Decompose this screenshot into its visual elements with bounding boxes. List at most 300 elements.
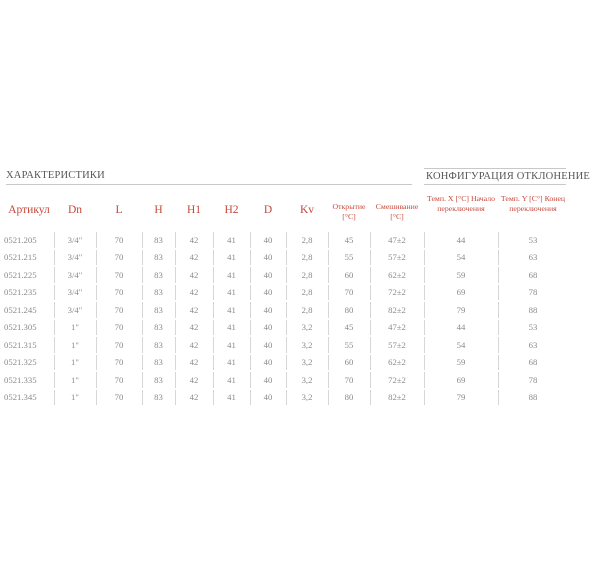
cell-text: 53 (528, 234, 538, 245)
cell-text: 40 (263, 374, 273, 385)
cell-kv (286, 336, 328, 354)
column-separator (286, 320, 287, 336)
cell-l (96, 371, 142, 389)
col-header-mixing: Смешивание [°C] (375, 202, 419, 221)
cell-text: 69 (456, 374, 466, 385)
col-header-h1: H1 (186, 204, 202, 216)
cell-l (96, 354, 142, 372)
cell-h1 (175, 371, 213, 389)
cell-article (4, 249, 54, 267)
cell-article (4, 389, 54, 407)
cell-text: 41 (227, 339, 236, 350)
column-separator (175, 372, 176, 388)
column-separator (96, 320, 97, 336)
cell-text: 55 (344, 252, 354, 263)
cell-mixing (370, 284, 424, 302)
title-divider-top-right (424, 168, 566, 169)
cell-text: 41 (227, 252, 236, 263)
cell-mixing (370, 231, 424, 249)
cell-d (250, 249, 286, 267)
cell-text: 88 (528, 392, 538, 403)
column-separator (175, 285, 176, 301)
cell-h (142, 231, 175, 249)
cell-mixing (370, 371, 424, 389)
cell-h1 (175, 301, 213, 319)
column-separator (54, 232, 55, 248)
cell-h1 (175, 284, 213, 302)
column-separator (54, 302, 55, 318)
cell-h2 (213, 336, 250, 354)
cell-text: 41 (227, 234, 236, 245)
cell-temp-x (424, 319, 498, 337)
cell-temp-x (424, 266, 498, 284)
col-header-temp-y: Темп. Y [C°] Конец переключения (500, 194, 566, 213)
column-separator (328, 250, 329, 266)
column-separator (328, 337, 329, 353)
cell-text: 42 (189, 374, 199, 385)
cell-article (4, 301, 54, 319)
cell-text: 45 (344, 234, 354, 245)
column-separator (250, 302, 251, 318)
configuration-title: КОНФИГУРАЦИЯ ОТКЛОНЕНИЕ (426, 171, 590, 182)
column-separator (250, 355, 251, 371)
column-separator (498, 250, 499, 266)
cell-h2 (213, 389, 250, 407)
title-divider-left (6, 184, 412, 185)
cell-opening (328, 266, 370, 284)
cell-h (142, 354, 175, 372)
column-separator (286, 390, 287, 406)
cell-text: 41 (227, 357, 236, 368)
cell-l (96, 284, 142, 302)
cell-temp-x (424, 301, 498, 319)
cell-text: 54 (456, 339, 466, 350)
cell-dn (54, 249, 96, 267)
cell-temp-y (498, 266, 568, 284)
cell-text: 78 (528, 374, 538, 385)
cell-text: 57±2 (388, 252, 406, 263)
cell-text: 0521.205 (4, 234, 37, 245)
column-separator (175, 390, 176, 406)
cell-text: 83 (154, 392, 163, 403)
column-separator (213, 337, 214, 353)
column-separator (424, 250, 425, 266)
spec-table-body (4, 231, 568, 406)
cell-text: 44 (456, 322, 466, 333)
cell-d (250, 336, 286, 354)
cell-kv (286, 354, 328, 372)
cell-opening (328, 336, 370, 354)
cell-opening (328, 249, 370, 267)
column-separator (96, 250, 97, 266)
cell-text: 45 (344, 322, 354, 333)
column-separator (142, 302, 143, 318)
cell-h1 (175, 231, 213, 249)
cell-text: 40 (263, 252, 273, 263)
table-row (4, 319, 568, 337)
cell-kv (286, 231, 328, 249)
cell-text: 83 (154, 357, 163, 368)
column-separator (250, 232, 251, 248)
cell-text: 70 (114, 304, 124, 315)
column-separator (286, 250, 287, 266)
cell-text: 60 (344, 269, 354, 280)
cell-text: 59 (456, 269, 466, 280)
cell-text: 47±2 (388, 322, 406, 333)
table-row (4, 301, 568, 319)
column-separator (250, 267, 251, 283)
column-separator (96, 302, 97, 318)
cell-kv (286, 284, 328, 302)
column-separator (498, 302, 499, 318)
column-separator (96, 337, 97, 353)
cell-text: 1" (71, 374, 79, 385)
cell-kv (286, 371, 328, 389)
column-separator (370, 302, 371, 318)
cell-text: 70 (114, 339, 124, 350)
cell-dn (54, 231, 96, 249)
cell-text: 0521.225 (4, 269, 37, 280)
col-header-h: H (154, 204, 163, 216)
column-separator (142, 390, 143, 406)
col-header-dn: Dn (67, 204, 83, 216)
cell-h2 (213, 284, 250, 302)
column-separator (424, 302, 425, 318)
cell-text: 41 (227, 287, 236, 298)
cell-d (250, 319, 286, 337)
cell-temp-x (424, 249, 498, 267)
column-separator (370, 250, 371, 266)
cell-text: 2,8 (301, 304, 313, 315)
cell-text: 41 (227, 392, 236, 403)
cell-text: 1" (71, 339, 79, 350)
column-separator (424, 285, 425, 301)
cell-text: 3/4" (67, 287, 83, 298)
cell-dn (54, 371, 96, 389)
cell-text: 55 (344, 339, 354, 350)
column-separator (142, 232, 143, 248)
column-separator (424, 337, 425, 353)
col-header-l: L (115, 204, 123, 216)
column-separator (370, 285, 371, 301)
cell-opening (328, 301, 370, 319)
cell-article (4, 266, 54, 284)
column-separator (328, 302, 329, 318)
cell-text: 1" (71, 322, 79, 333)
cell-h1 (175, 336, 213, 354)
cell-text: 68 (528, 269, 538, 280)
cell-text: 72±2 (388, 374, 406, 385)
cell-temp-x (424, 336, 498, 354)
cell-h (142, 371, 175, 389)
cell-text: 40 (263, 287, 273, 298)
cell-text: 2,8 (301, 287, 313, 298)
cell-text: 0521.345 (4, 392, 37, 403)
cell-text: 57±2 (388, 339, 406, 350)
cell-text: 3/4" (67, 304, 83, 315)
table-row (4, 389, 568, 407)
column-separator (175, 302, 176, 318)
column-separator (54, 372, 55, 388)
table-row (4, 336, 568, 354)
cell-h2 (213, 266, 250, 284)
cell-temp-x (424, 354, 498, 372)
title-divider-right (424, 184, 566, 185)
cell-l (96, 319, 142, 337)
column-separator (498, 390, 499, 406)
column-separator (213, 390, 214, 406)
cell-text: 68 (528, 357, 538, 368)
column-separator (142, 267, 143, 283)
cell-temp-y (498, 231, 568, 249)
cell-text: 70 (114, 252, 124, 263)
cell-h2 (213, 371, 250, 389)
column-separator (370, 320, 371, 336)
cell-opening (328, 389, 370, 407)
column-separator (213, 267, 214, 283)
cell-h (142, 319, 175, 337)
cell-temp-y (498, 319, 568, 337)
cell-temp-y (498, 336, 568, 354)
cell-text: 70 (114, 287, 124, 298)
cell-dn (54, 284, 96, 302)
cell-text: 80 (344, 304, 354, 315)
cell-text: 0521.335 (4, 374, 37, 385)
cell-h (142, 336, 175, 354)
column-separator (370, 390, 371, 406)
cell-h (142, 389, 175, 407)
cell-text: 0521.215 (4, 252, 37, 263)
cell-text: 42 (189, 269, 199, 280)
cell-text: 3/4" (67, 252, 83, 263)
cell-text: 40 (263, 269, 273, 280)
cell-dn (54, 266, 96, 284)
column-separator (286, 285, 287, 301)
cell-h2 (213, 301, 250, 319)
cell-text: 40 (263, 322, 273, 333)
column-separator (175, 267, 176, 283)
cell-text: 62±2 (388, 357, 406, 368)
cell-text: 70 (114, 392, 124, 403)
cell-h1 (175, 249, 213, 267)
column-separator (142, 320, 143, 336)
column-separator (328, 267, 329, 283)
column-separator (498, 267, 499, 283)
cell-text: 3,2 (301, 374, 313, 385)
column-separator (328, 390, 329, 406)
cell-mixing (370, 354, 424, 372)
cell-temp-y (498, 354, 568, 372)
cell-temp-y (498, 371, 568, 389)
cell-l (96, 389, 142, 407)
column-separator (424, 372, 425, 388)
column-separator (370, 372, 371, 388)
column-separator (142, 337, 143, 353)
cell-article (4, 319, 54, 337)
cell-kv (286, 266, 328, 284)
table-row (4, 266, 568, 284)
column-separator (424, 232, 425, 248)
spec-table-header (4, 193, 568, 231)
cell-text: 42 (189, 357, 199, 368)
column-separator (175, 320, 176, 336)
cell-text: 83 (154, 252, 163, 263)
table-row (4, 354, 568, 372)
cell-text: 62±2 (388, 269, 406, 280)
cell-text: 41 (227, 269, 236, 280)
cell-h1 (175, 389, 213, 407)
column-separator (498, 232, 499, 248)
column-separator (250, 320, 251, 336)
table-row (4, 231, 568, 249)
column-separator (213, 232, 214, 248)
cell-text: 69 (456, 287, 466, 298)
cell-kv (286, 249, 328, 267)
cell-article (4, 284, 54, 302)
cell-temp-x (424, 231, 498, 249)
column-separator (498, 320, 499, 336)
cell-text: 42 (189, 322, 199, 333)
cell-h (142, 284, 175, 302)
column-separator (370, 337, 371, 353)
cell-kv (286, 319, 328, 337)
column-separator (213, 250, 214, 266)
cell-l (96, 266, 142, 284)
column-separator (328, 232, 329, 248)
cell-text: 3,2 (301, 339, 313, 350)
cell-text: 0521.325 (4, 357, 37, 368)
cell-text: 88 (528, 304, 538, 315)
column-separator (286, 372, 287, 388)
cell-text: 70 (114, 374, 124, 385)
cell-text: 2,8 (301, 234, 313, 245)
column-separator (250, 372, 251, 388)
cell-article (4, 354, 54, 372)
column-separator (213, 355, 214, 371)
cell-h2 (213, 231, 250, 249)
cell-text: 83 (154, 374, 163, 385)
column-separator (328, 285, 329, 301)
column-separator (328, 372, 329, 388)
cell-article (4, 231, 54, 249)
cell-text: 82±2 (388, 392, 406, 403)
cell-text: 79 (456, 392, 466, 403)
cell-mixing (370, 389, 424, 407)
cell-h (142, 266, 175, 284)
cell-text: 40 (263, 304, 273, 315)
column-separator (250, 390, 251, 406)
table-row (4, 371, 568, 389)
cell-text: 70 (344, 374, 354, 385)
column-separator (286, 232, 287, 248)
cell-text: 54 (456, 252, 466, 263)
cell-text: 83 (154, 304, 163, 315)
cell-text: 44 (456, 234, 466, 245)
cell-text: 70 (344, 287, 354, 298)
cell-text: 53 (528, 322, 538, 333)
cell-temp-y (498, 301, 568, 319)
column-separator (142, 250, 143, 266)
cell-opening (328, 284, 370, 302)
column-separator (250, 285, 251, 301)
cell-kv (286, 301, 328, 319)
cell-text: 42 (189, 252, 199, 263)
column-separator (54, 390, 55, 406)
column-separator (142, 372, 143, 388)
cell-text: 83 (154, 234, 163, 245)
cell-dn (54, 354, 96, 372)
cell-temp-x (424, 371, 498, 389)
column-separator (424, 355, 425, 371)
cell-text: 70 (114, 357, 124, 368)
cell-text: 63 (528, 252, 538, 263)
cell-temp-y (498, 249, 568, 267)
cell-h1 (175, 266, 213, 284)
cell-text: 0521.315 (4, 339, 37, 350)
cell-temp-y (498, 389, 568, 407)
spec-table (4, 193, 568, 406)
cell-article (4, 336, 54, 354)
cell-text: 60 (344, 357, 354, 368)
column-separator (175, 337, 176, 353)
cell-dn (54, 301, 96, 319)
table-row (4, 249, 568, 267)
cell-dn (54, 336, 96, 354)
cell-text: 40 (263, 339, 273, 350)
column-separator (54, 355, 55, 371)
column-separator (96, 267, 97, 283)
column-separator (213, 302, 214, 318)
cell-d (250, 284, 286, 302)
column-separator (213, 320, 214, 336)
cell-text: 83 (154, 339, 163, 350)
column-separator (96, 372, 97, 388)
cell-text: 70 (114, 322, 124, 333)
column-separator (370, 232, 371, 248)
cell-text: 42 (189, 392, 199, 403)
cell-text: 41 (227, 322, 236, 333)
cell-d (250, 371, 286, 389)
column-separator (498, 285, 499, 301)
column-separator (424, 390, 425, 406)
cell-mixing (370, 319, 424, 337)
cell-h2 (213, 319, 250, 337)
cell-dn (54, 319, 96, 337)
cell-text: 59 (456, 357, 466, 368)
cell-mixing (370, 301, 424, 319)
cell-opening (328, 371, 370, 389)
column-separator (370, 267, 371, 283)
col-header-opening: Открытие [°C] (332, 202, 366, 221)
column-separator (286, 267, 287, 283)
cell-d (250, 266, 286, 284)
col-header-temp-x: Темп. X [°C] Начало переключения (427, 194, 495, 213)
cell-opening (328, 231, 370, 249)
column-separator (286, 337, 287, 353)
col-header-h2: H2 (224, 204, 239, 216)
cell-text: 0521.235 (4, 287, 37, 298)
cell-mixing (370, 249, 424, 267)
cell-dn (54, 389, 96, 407)
column-separator (286, 302, 287, 318)
cell-text: 80 (344, 392, 354, 403)
cell-l (96, 301, 142, 319)
column-separator (142, 285, 143, 301)
cell-temp-x (424, 389, 498, 407)
cell-text: 41 (227, 374, 236, 385)
cell-text: 2,8 (301, 252, 313, 263)
cell-text: 70 (114, 234, 124, 245)
